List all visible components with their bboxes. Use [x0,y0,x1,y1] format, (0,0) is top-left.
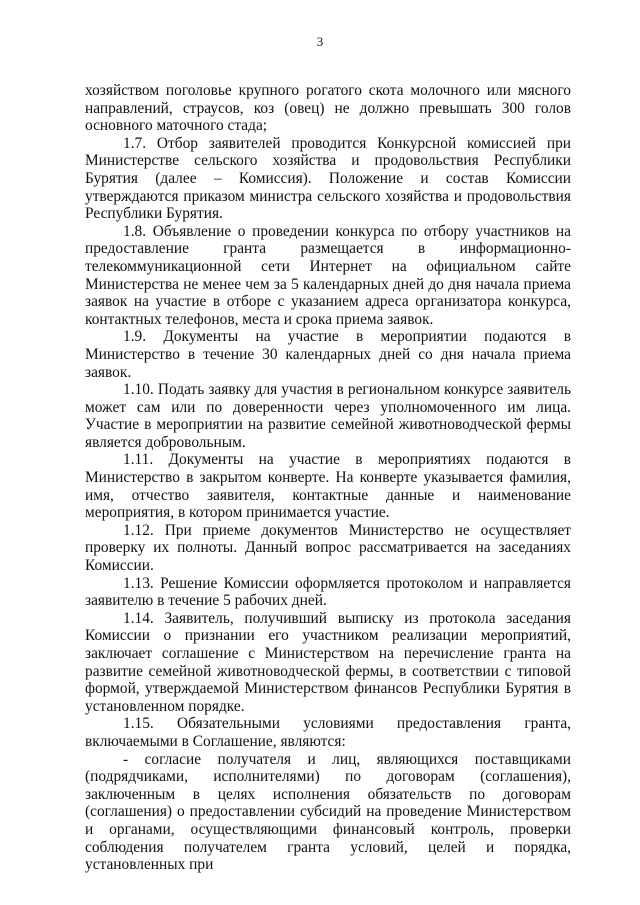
paragraph: 1.10. Подать заявку для участия в региональном конкурсе заявитель может сам или по доверенности через уполномоченного им лица. Участие в мероприятии на развитие семейной животноводческой фермы является добровольным. [85,381,571,451]
paragraph: хозяйством поголовье крупного рогатого скота молочного или мясного направлений, страусов, коз (овец) не должно превышать 300 голов основного маточного стада; [85,82,571,135]
paragraph: 1.14. Заявитель, получивший выписку из протокола заседания Комиссии о признании его участником реализации мероприятий, заключает соглашение с Министерством на перечисление гранта на развитие семейной животноводческой фермы, в соответствии с типовой формой, утверждаемой Министерством финансов Республики Бурятия в установленном порядке. [85,609,571,715]
paragraph: 1.7. Отбор заявителей проводится Конкурсной комиссией при Министерстве сельского хозяйства и продовольствия Республики Бурятия (далее – Комиссия). Положение и состав Комиссии утверждаются приказом министра сельского хозяйства и продовольствия Республики Бурятия. [85,134,571,223]
paragraph: - согласие получателя и лиц, являющихся поставщиками (подрядчиками, исполнителями) по договорам (соглашения), заключенным в целях исполнения обязательств по договорам (соглашения) о предоставлении субсидий на проведение Министерством и органами, осуществляющими финансовый контроль, проверки соблюдения получателем гранта условий, целей и порядка, установленных при [85,750,571,874]
document-body [85,82,571,874]
paragraph: 1.9. Документы на участие в мероприятии подаются в Министерство в течение 30 календарных дней со дня начала приема заявок. [85,328,571,381]
paragraph: 1.12. При приеме документов Министерство не осуществляет проверку их полноты. Данный вопрос рассматривается на заседаниях Комиссии. [85,521,571,575]
paragraph: 1.11. Документы на участие в мероприятиях подаются в Министерство в закрытом конверте. На конверте указывается фамилия, имя, отчество заявителя, контактные данные и наименование мероприятия, в котором принимается участие. [85,451,571,522]
paragraph: 1.8. Объявление о проведении конкурса по отбору участников на предоставление гранта размещается в информационно-телекоммуникационной сети Интернет на официальном сайте Министерства не менее чем за 5 календарных дней до дня начала приема заявок на участие в отборе с указанием адреса организатора конкурса, контактных телефонов, места и срока приема заявок. [85,222,571,328]
paragraph: 1.13. Решение Комиссии оформляется протоколом и направляется заявителю в течение 5 рабочих дней. [85,574,571,610]
page-number: 3 [316,34,324,49]
paragraph: 1.15. Обязательными условиями предоставления гранта, включаемыми в Соглашение, являются: [85,715,571,750]
